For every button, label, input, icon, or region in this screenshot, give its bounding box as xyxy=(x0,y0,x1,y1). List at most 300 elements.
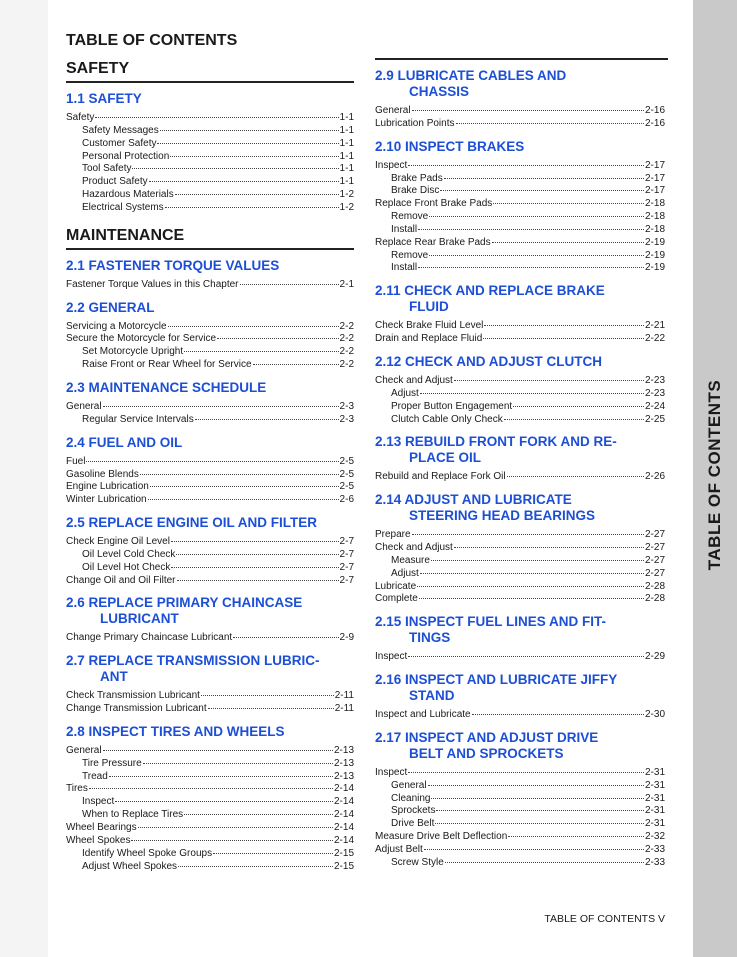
toc-entry-list xyxy=(375,651,665,664)
section-heading-text: LUBRICANT xyxy=(100,611,179,627)
toc-entry[interactable] xyxy=(66,835,354,848)
toc-entry-title: Proper Button Engagement xyxy=(391,400,513,412)
section-heading-text: 2.5 REPLACE ENGINE OIL AND FILTER xyxy=(66,515,318,531)
toc-entry[interactable] xyxy=(66,112,354,125)
toc-section xyxy=(66,258,354,292)
toc-entry-list xyxy=(375,105,665,131)
section-heading-text: 2.3 MAINTENANCE SCHEDULE xyxy=(66,379,267,395)
section-heading-text: TINGS xyxy=(409,630,451,646)
dot-leader xyxy=(428,785,644,786)
toc-entry[interactable] xyxy=(66,745,354,758)
dot-leader xyxy=(171,567,338,568)
toc-entry-page: 2-23 xyxy=(644,374,665,386)
toc-entry[interactable] xyxy=(375,651,665,664)
toc-entry-title: Check and Adjust xyxy=(375,374,453,386)
toc-entry-list xyxy=(66,632,354,645)
section-heading-link[interactable] xyxy=(375,68,665,100)
toc-section xyxy=(66,435,354,507)
toc-entry[interactable] xyxy=(375,262,665,275)
toc-entry[interactable] xyxy=(375,780,665,793)
toc-entry-list xyxy=(375,471,665,484)
toc-entry[interactable] xyxy=(375,581,665,594)
toc-entry-title: Tool Safety xyxy=(82,163,132,175)
section-heading-link[interactable] xyxy=(375,492,665,524)
toc-entry[interactable] xyxy=(66,690,354,703)
toc-entry-page: 2-19 xyxy=(644,262,665,274)
toc-entry-list xyxy=(66,690,354,716)
toc-section xyxy=(375,283,665,346)
toc-entry-list xyxy=(66,745,354,873)
toc-entry-title: Drive Belt xyxy=(391,818,435,830)
toc-entry-page: 2-32 xyxy=(644,831,665,843)
toc-entry-page: 2-31 xyxy=(644,766,665,778)
toc-entry[interactable] xyxy=(375,250,665,263)
toc-entry-page: 2-27 xyxy=(644,529,665,541)
toc-entry-page: 2-17 xyxy=(644,185,665,197)
toc-entry[interactable] xyxy=(66,176,354,189)
toc-entry[interactable] xyxy=(375,857,665,870)
dot-leader xyxy=(103,750,333,751)
toc-entry[interactable] xyxy=(66,151,354,164)
toc-entry[interactable] xyxy=(66,469,354,482)
toc-entry-title: Personal Protection xyxy=(82,150,170,162)
toc-entry-title: Oil Level Hot Check xyxy=(82,561,171,573)
dot-leader xyxy=(95,117,338,118)
toc-entry-title: Adjust xyxy=(391,387,419,399)
safety-sections xyxy=(66,91,354,215)
dot-leader xyxy=(472,714,644,715)
dot-leader xyxy=(420,573,644,574)
side-tab-label: TABLE OF CONTENTS xyxy=(705,379,724,571)
toc-entry[interactable] xyxy=(375,831,665,844)
section-heading-text: 2.9 LUBRICATE CABLES AND xyxy=(375,68,567,83)
section-heading-link[interactable] xyxy=(375,672,665,704)
toc-entry-list xyxy=(375,160,665,276)
toc-entry-page: 2-23 xyxy=(644,387,665,399)
dot-leader xyxy=(507,476,644,477)
toc-entry[interactable] xyxy=(66,279,354,292)
toc-entry[interactable] xyxy=(66,796,354,809)
section-heading-link[interactable] xyxy=(66,724,354,740)
toc-section xyxy=(66,653,354,716)
toc-entry-page: 1-1 xyxy=(339,176,354,188)
dot-leader xyxy=(149,181,339,182)
toc-entry-page: 2-22 xyxy=(644,333,665,345)
toc-section xyxy=(375,492,665,606)
toc-entry-title: Remove xyxy=(391,249,429,261)
toc-entry-page: 1-2 xyxy=(339,201,354,213)
toc-entry[interactable] xyxy=(66,771,354,784)
toc-entry-title: Servicing a Motorcycle xyxy=(66,320,167,332)
toc-entry-list xyxy=(375,529,665,606)
toc-entry-list xyxy=(375,767,665,870)
toc-entry-page: 2-7 xyxy=(339,548,354,560)
toc-entry-page: 2-14 xyxy=(333,783,354,795)
section-heading-text: STAND xyxy=(409,688,455,704)
toc-entry-title: Inspect xyxy=(375,651,408,663)
side-tab xyxy=(693,0,737,957)
toc-entry[interactable] xyxy=(375,709,665,722)
dot-leader xyxy=(168,326,339,327)
section-heading-link[interactable] xyxy=(375,434,665,466)
toc-entry-title: Measure Drive Belt Deflection xyxy=(375,831,508,843)
toc-entry-page: 2-31 xyxy=(644,805,665,817)
toc-entry-list xyxy=(66,321,354,372)
dot-leader xyxy=(431,798,644,799)
toc-entry-title: Measure xyxy=(391,554,430,566)
toc-entry-title: Complete xyxy=(375,593,418,605)
toc-entry-title: Cleaning xyxy=(391,792,431,804)
toc-entry-list xyxy=(66,279,354,292)
toc-entry[interactable] xyxy=(375,542,665,555)
toc-entry-page: 1-1 xyxy=(339,112,354,123)
toc-entry-page: 2-27 xyxy=(644,542,665,554)
dot-leader xyxy=(435,823,644,824)
toc-section xyxy=(66,300,354,372)
toc-entry-page: 2-31 xyxy=(644,779,665,791)
toc-entry-page: 2-15 xyxy=(333,847,354,859)
section-heading-link[interactable] xyxy=(66,515,354,531)
toc-entry-page: 2-18 xyxy=(644,198,665,210)
dot-leader xyxy=(176,554,338,555)
toc-entry[interactable] xyxy=(375,568,665,581)
toc-entry-page: 2-17 xyxy=(644,159,665,171)
toc-entry-page: 2-19 xyxy=(644,249,665,261)
toc-entry-title: Check Engine Oil Level xyxy=(66,536,170,548)
toc-entry[interactable] xyxy=(375,118,665,131)
toc-entry-page: 2-3 xyxy=(339,400,354,412)
toc-entry[interactable] xyxy=(66,783,354,796)
toc-entry[interactable] xyxy=(66,536,354,549)
toc-entry-title: Hazardous Materials xyxy=(82,189,174,201)
toc-entry[interactable] xyxy=(66,202,354,215)
toc-entry-title: Safety Messages xyxy=(82,124,159,136)
toc-entry[interactable] xyxy=(66,189,354,202)
section-heading-link[interactable] xyxy=(66,595,354,627)
dot-leader xyxy=(165,207,339,208)
toc-section xyxy=(375,354,665,426)
toc-entry[interactable] xyxy=(375,555,665,568)
toc-section xyxy=(66,595,354,645)
toc-entry-title: General xyxy=(66,744,102,756)
toc-section xyxy=(375,730,665,870)
toc-entry[interactable] xyxy=(375,224,665,237)
toc-entry-title: Clutch Cable Only Check xyxy=(391,413,503,425)
dot-leader xyxy=(440,190,644,191)
toc-entry-page: 2-5 xyxy=(339,455,354,467)
toc-entry-title: Tread xyxy=(82,770,108,782)
toc-entry-title: General xyxy=(66,400,102,412)
toc-entry-page: 2-18 xyxy=(644,211,665,223)
section-heading-text: FLUID xyxy=(409,299,449,315)
toc-entry[interactable] xyxy=(375,211,665,224)
toc-entry-page: 2-17 xyxy=(644,172,665,184)
section-heading-text: PLACE OIL xyxy=(409,450,482,466)
toc-entry-page: 2-13 xyxy=(333,744,354,756)
toc-entry-page: 2-3 xyxy=(339,413,354,425)
toc-entry-page: 2-6 xyxy=(339,494,354,506)
dot-leader xyxy=(143,763,333,764)
toc-entry-page: 2-30 xyxy=(644,709,665,721)
section-heading-link[interactable] xyxy=(66,300,354,316)
section-heading-link[interactable] xyxy=(375,614,665,646)
toc-entry-title: Brake Disc xyxy=(391,185,440,197)
toc-entry[interactable] xyxy=(66,562,354,575)
toc-entry-title: Lubrication Points xyxy=(375,117,455,129)
toc-entry[interactable] xyxy=(375,593,665,606)
dot-leader xyxy=(233,637,338,638)
toc-entry-title: Adjust xyxy=(391,567,419,579)
dot-leader xyxy=(484,325,644,326)
toc-entry-page: 2-18 xyxy=(644,223,665,235)
toc-section xyxy=(66,380,354,427)
dot-leader xyxy=(195,419,339,420)
toc-entry-page: 1-2 xyxy=(339,189,354,201)
toc-entry[interactable] xyxy=(66,321,354,334)
toc-entry-title: Engine Lubrication xyxy=(66,481,149,493)
toc-entry[interactable] xyxy=(375,375,665,388)
toc-entry[interactable] xyxy=(66,632,354,645)
toc-entry-title: Secure the Motorcycle for Service xyxy=(66,333,217,345)
toc-entry-title: Prepare xyxy=(375,529,411,541)
toc-entry-title: Oil Level Cold Check xyxy=(82,548,176,560)
section-heading-text: 2.17 INSPECT AND ADJUST DRIVE xyxy=(375,729,599,745)
toc-entry-page: 2-2 xyxy=(339,333,354,345)
dot-leader xyxy=(115,801,333,802)
section-heading-text: 2.2 GENERAL xyxy=(66,299,155,315)
section-heading-text: 2.14 ADJUST AND LUBRICATE xyxy=(375,492,572,508)
toc-entry-title: Inspect and Lubricate xyxy=(375,709,471,721)
toc-entry-title: Remove xyxy=(391,211,429,223)
toc-entry-page: 2-21 xyxy=(644,320,665,332)
section-heading-link[interactable] xyxy=(66,653,354,685)
toc-entry-page: 2-24 xyxy=(644,400,665,412)
toc-entry-page: 2-28 xyxy=(644,593,665,605)
toc-entry[interactable] xyxy=(66,138,354,151)
toc-entry[interactable] xyxy=(375,471,665,484)
toc-entry[interactable] xyxy=(375,414,665,427)
toc-entry[interactable] xyxy=(375,401,665,414)
toc-section xyxy=(66,515,354,587)
toc-entry-title: Sprockets xyxy=(391,805,436,817)
toc-entry-title: Install xyxy=(391,262,418,274)
toc-entry[interactable] xyxy=(66,703,354,716)
toc-entry[interactable] xyxy=(66,575,354,588)
toc-entry[interactable] xyxy=(66,861,354,874)
toc-entry-title: Set Motorcycle Upright xyxy=(82,346,184,358)
toc-entry-title: Adjust Wheel Spokes xyxy=(82,860,178,872)
toc-entry[interactable] xyxy=(66,359,354,372)
section-heading-link[interactable] xyxy=(375,730,665,762)
toc-entry-title: Check Transmission Lubricant xyxy=(66,690,200,702)
toc-entry[interactable] xyxy=(66,414,354,427)
section-heading-text: 2.1 FASTENER TORQUE VALUES xyxy=(66,257,280,273)
maintenance-chapter-title: MAINTENANCE xyxy=(66,227,354,250)
toc-entry[interactable] xyxy=(66,456,354,469)
toc-entry[interactable] xyxy=(375,320,665,333)
page-left-margin xyxy=(0,0,48,957)
section-heading-text: 2.8 INSPECT TIRES AND WHEELS xyxy=(66,723,285,739)
toc-entry-title: Replace Rear Brake Pads xyxy=(375,236,491,248)
toc-entry-title: Inspect xyxy=(375,159,408,171)
toc-entry[interactable] xyxy=(66,809,354,822)
maintenance-sections xyxy=(66,258,354,874)
toc-section xyxy=(375,434,665,484)
toc-entry[interactable] xyxy=(66,848,354,861)
section-heading-link[interactable] xyxy=(66,258,354,274)
dot-leader xyxy=(138,827,333,828)
toc-section xyxy=(375,139,665,276)
toc-entry-page: 2-27 xyxy=(644,554,665,566)
dot-leader xyxy=(157,143,338,144)
toc-entry-page: 2-7 xyxy=(339,561,354,573)
dot-leader xyxy=(419,598,644,599)
dot-leader xyxy=(177,580,339,581)
toc-entry[interactable] xyxy=(375,388,665,401)
page-footer: TABLE OF CONTENTS V xyxy=(544,913,665,925)
toc-entry-title: Fuel xyxy=(66,455,86,467)
toc-entry[interactable] xyxy=(66,822,354,835)
dot-leader xyxy=(504,419,644,420)
toc-entry[interactable] xyxy=(375,105,665,118)
toc-entry-title: Change Transmission Lubricant xyxy=(66,703,207,715)
section-heading-text: 2.15 INSPECT FUEL LINES AND FIT- xyxy=(375,614,607,630)
toc-entry-page: 2-5 xyxy=(339,481,354,493)
dot-leader xyxy=(424,849,644,850)
dot-leader xyxy=(171,541,339,542)
toc-section xyxy=(66,724,354,873)
dot-leader xyxy=(513,406,644,407)
toc-entry-title: Regular Service Intervals xyxy=(82,413,194,425)
toc-entry[interactable] xyxy=(375,767,665,780)
toc-entry[interactable] xyxy=(66,401,354,414)
section-heading-link[interactable] xyxy=(66,380,354,396)
toc-entry[interactable] xyxy=(375,173,665,186)
toc-entry-title: Inspect xyxy=(375,766,408,778)
toc-entry[interactable] xyxy=(375,160,665,173)
dot-leader xyxy=(429,216,644,217)
toc-entry-page: 2-14 xyxy=(333,796,354,808)
toc-entry-title: Change Oil and Oil Filter xyxy=(66,574,176,586)
dot-leader xyxy=(436,810,644,811)
toc-entry[interactable] xyxy=(375,805,665,818)
toc-entry-list xyxy=(66,112,354,215)
section-heading-text: 2.12 CHECK AND ADJUST CLUTCH xyxy=(375,353,603,369)
toc-entry[interactable] xyxy=(375,844,665,857)
section-heading-text: STEERING HEAD BEARINGS xyxy=(409,508,596,524)
toc-entry[interactable] xyxy=(375,185,665,198)
toc-entry-page: 2-11 xyxy=(334,690,354,702)
dot-leader xyxy=(213,853,333,854)
toc-entry-page: 2-11 xyxy=(334,703,354,715)
dot-leader xyxy=(412,110,644,111)
toc-entry[interactable] xyxy=(375,818,665,831)
toc-entry-page: 2-31 xyxy=(644,792,665,804)
left-column xyxy=(66,60,354,881)
section-heading-link[interactable] xyxy=(375,354,665,370)
dot-leader xyxy=(160,130,339,131)
toc-entry-title: Inspect xyxy=(82,796,115,808)
dot-leader xyxy=(253,364,339,365)
toc-entry-title: Raise Front or Rear Wheel for Service xyxy=(82,359,252,371)
section-heading-text: 2.13 REBUILD FRONT FORK AND RE- xyxy=(375,434,617,450)
toc-entry-title: Check Brake Fluid Level xyxy=(375,320,484,332)
toc-entry-title: General xyxy=(375,105,411,116)
toc-entry-list xyxy=(375,709,665,722)
toc-entry-page: 2-14 xyxy=(333,809,354,821)
right-column xyxy=(375,60,665,878)
toc-entry-title: Lubricate xyxy=(375,580,417,592)
dot-leader xyxy=(201,695,334,696)
toc-entry[interactable] xyxy=(66,125,354,138)
toc-entry[interactable] xyxy=(66,163,354,176)
toc-section xyxy=(375,672,665,722)
dot-leader xyxy=(454,547,644,548)
toc-entry-title: Replace Front Brake Pads xyxy=(375,198,493,210)
dot-leader xyxy=(429,255,644,256)
toc-entry[interactable] xyxy=(375,333,665,346)
toc-entry-page: 2-5 xyxy=(339,468,354,480)
toc-entry-page: 2-33 xyxy=(644,856,665,868)
toc-entry-title: Brake Pads xyxy=(391,172,443,184)
toc-entry-page: 1-1 xyxy=(339,124,354,136)
section-heading-link[interactable] xyxy=(375,139,665,155)
toc-entry-title: Tire Pressure xyxy=(82,757,142,769)
dot-leader xyxy=(444,178,644,179)
toc-entry-page: 2-33 xyxy=(644,844,665,855)
toc-entry-title: Wheel Bearings xyxy=(66,822,137,833)
toc-entry-page: 2-14 xyxy=(333,834,354,846)
dot-leader xyxy=(454,380,644,381)
toc-entry[interactable] xyxy=(375,793,665,806)
toc-entry-title: General xyxy=(391,779,427,791)
toc-entry-title: Fastener Torque Values in this Chapter xyxy=(66,278,239,290)
section-heading-link[interactable] xyxy=(66,91,354,107)
toc-entry[interactable] xyxy=(66,346,354,359)
toc-entry-title: Winter Lubrication xyxy=(66,494,147,506)
toc-entry[interactable] xyxy=(375,529,665,542)
toc-entry[interactable] xyxy=(66,549,354,562)
toc-entry-page: 2-2 xyxy=(339,320,354,332)
toc-entry[interactable] xyxy=(66,333,354,346)
toc-entry[interactable] xyxy=(66,758,354,771)
toc-entry[interactable] xyxy=(375,237,665,250)
toc-entry-list xyxy=(375,375,665,426)
toc-entry[interactable] xyxy=(66,481,354,494)
toc-entry-list xyxy=(66,456,354,507)
toc-entry-page: 2-26 xyxy=(644,471,665,483)
dot-leader xyxy=(418,229,644,230)
dot-leader xyxy=(408,656,644,657)
section-heading-link[interactable] xyxy=(375,283,665,315)
dot-leader xyxy=(178,866,333,867)
dot-leader xyxy=(217,338,338,339)
toc-entry-title: Tires xyxy=(66,783,88,795)
dot-leader xyxy=(89,788,333,789)
toc-entry-page: 2-7 xyxy=(339,536,354,548)
section-heading-link[interactable] xyxy=(66,435,354,451)
dot-leader xyxy=(131,840,333,841)
dot-leader xyxy=(445,862,644,863)
toc-entry-page: 2-1 xyxy=(339,278,354,290)
section-heading-text: 2.4 FUEL AND OIL xyxy=(66,434,183,450)
toc-entry[interactable] xyxy=(375,198,665,211)
section-heading-text: 2.16 INSPECT AND LUBRICATE JIFFY xyxy=(375,672,618,688)
toc-entry[interactable] xyxy=(66,494,354,507)
toc-entry-title: Rebuild and Replace Fork Oil xyxy=(375,471,506,483)
toc-entry-page: 2-16 xyxy=(644,117,665,129)
toc-entry-title: Customer Safety xyxy=(82,137,157,149)
